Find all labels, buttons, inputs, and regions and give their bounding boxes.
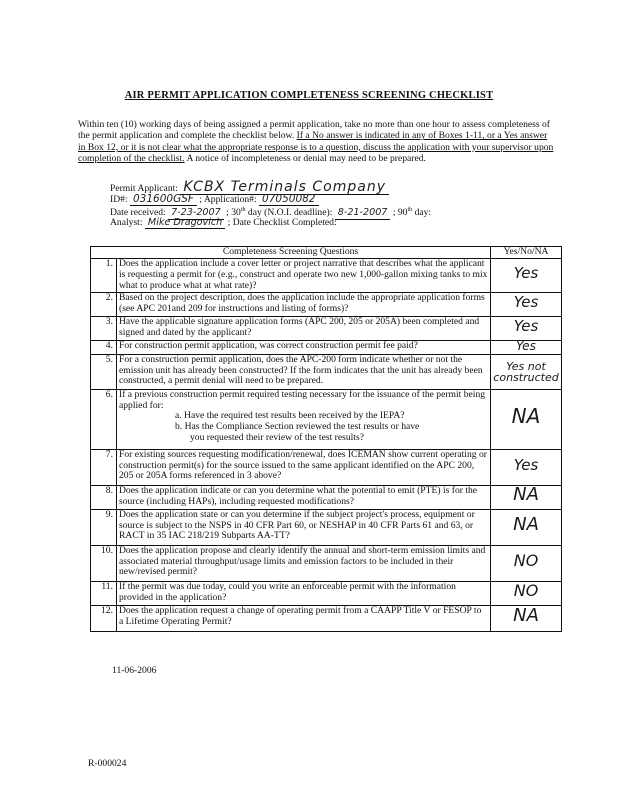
row-answer xyxy=(491,485,562,509)
answer-handwritten: NO xyxy=(513,581,539,601)
answer-handwritten: NO xyxy=(513,551,539,571)
row-number: 3. xyxy=(91,316,117,340)
analyst-line xyxy=(110,217,431,229)
row-question: For existing sources requesting modification/renewal, does ICEMAN show current operating or construction permit(s) for the source issued to the same applicant identified on the APC 200, 205 or 205A forms referenced in 3 above? xyxy=(117,449,491,485)
date-received-label: Date received: xyxy=(110,207,166,219)
answer-handwritten: Yes xyxy=(513,456,539,475)
table-row xyxy=(91,605,562,631)
row-question: Does the application propose and clearly identify the annual and short-term emission limits and associated material throughput/usage limits and emission factors to be included in their new/revised permit? xyxy=(117,545,491,581)
row-answer xyxy=(491,316,562,340)
answer-handwritten: NA xyxy=(513,484,539,506)
analyst-value: Mike Dragovich xyxy=(145,217,225,230)
answer-handwritten: Yes not constructed xyxy=(493,359,559,384)
row-question: For construction permit application, was correct construction permit fee paid? xyxy=(117,340,491,354)
col-header-questions: Completeness Screening Questions xyxy=(91,247,491,259)
answer-handwritten: Yes xyxy=(513,317,539,336)
answer-handwritten: Yes xyxy=(513,293,539,312)
application-value: 07050082 xyxy=(259,194,318,207)
row-answer xyxy=(491,605,562,631)
row-question xyxy=(117,389,491,449)
row-sub-b: b. Has the Compliance Section reviewed the test results or have xyxy=(175,421,420,433)
table-header-row xyxy=(91,247,562,259)
answer-handwritten: NA xyxy=(511,404,541,429)
table-row xyxy=(91,292,562,316)
table-row xyxy=(91,545,562,581)
row-answer xyxy=(491,259,562,293)
row-answer xyxy=(491,340,562,354)
day90-sup: th xyxy=(407,207,413,214)
row-number: 4. xyxy=(91,340,117,354)
row-question: Have the applicable signature application forms (APC 200, 205 or 205A) been completed and signed and dated by the applicant? xyxy=(117,316,491,340)
date-stamp: 11-06-2006 xyxy=(112,665,157,676)
applicant-value: KCBX Terminals Company xyxy=(180,182,389,195)
row-question: Does the application indicate or can you determine what the potential to emit (PTE) is for the source (including HAPs), including requested modifications? xyxy=(117,485,491,509)
row-question-text: If a previous construction permit required testing necessary for the issuance of the permit being applied for: xyxy=(119,388,486,411)
table-row xyxy=(91,259,562,293)
checklist-completed-label: ; Date Checklist Completed: xyxy=(227,216,337,228)
row-answer xyxy=(491,354,562,389)
analyst-label: Analyst: xyxy=(110,216,143,228)
row-number: 2. xyxy=(91,292,117,316)
answer-handwritten: Yes xyxy=(516,338,536,353)
row-number: 12. xyxy=(91,605,117,631)
application-label: ; Application#: xyxy=(199,193,257,205)
row-answer xyxy=(491,509,562,545)
page-title: AIR PERMIT APPLICATION COMPLETENESS SCREENING CHECKLIST xyxy=(124,90,494,101)
row-answer xyxy=(491,389,562,449)
applicant-line xyxy=(110,179,431,195)
row-question: Based on the project description, does the application include the appropriate application forms (see APC 201and 209 for instructions and listing of forms)? xyxy=(117,292,491,316)
row-answer xyxy=(491,292,562,316)
day30-label: ; 30 xyxy=(226,207,241,219)
row-question: If the permit was due today, could you write an enforceable permit with the information provided in the application? xyxy=(117,581,491,605)
row-question: Does the application include a cover letter or project narrative that describes what the applicant is requesting a permit for (e.g., construct and operate two new 1,000-gallon mixing tanks to mix what to produce what at what rate)? xyxy=(117,259,491,293)
row-answer xyxy=(491,581,562,605)
row-number: 7. xyxy=(91,449,117,485)
row-question: For a construction permit application, does the APC-200 form indicate whether or not the emission unit has already been constructed? If the form indicates that the unit has already been constructed, a permit denial will need to be prepared. xyxy=(117,354,491,389)
row-number: 6. xyxy=(91,389,117,449)
col-header-answer: Yes/No/NA xyxy=(491,247,562,259)
day30-value: 8-21-2007 xyxy=(335,207,391,220)
intro-part-2: If a No answer is indicated in any of Boxes 1-11, or a Yes answer in Box 12, or it is not clear what the appropriate response is to a question, discuss the application with your supervisor upon completion of the checklist. xyxy=(78,130,554,165)
table-row xyxy=(91,509,562,545)
id-label: ID#: xyxy=(110,193,128,205)
row-question: Does the application request a change of operating permit from a CAAPP Title V or FESOP to a Lifetime Operating Permit? xyxy=(117,605,491,631)
row-question: Does the application state or can you determine if the subject project's process, equipment or source is subject to the NSPS in 40 CFR Part 60, or NESHAP in 40 CFR Parts 61 and 63, or RACT in 35 IAC 218/219 Subparts AA-TT? xyxy=(117,509,491,545)
table-row xyxy=(91,354,562,389)
row-sub-a: a. Have the required test results been received by the IEPA? xyxy=(175,410,405,422)
row-sub-b-cont: you requested their review of the test results? xyxy=(190,432,364,444)
table-row xyxy=(91,485,562,509)
screening-table xyxy=(90,246,562,632)
intro-part-1: Within ten (10) working days of being assigned a permit application, take no more than one hour to assess completeness of the permit application and complete the checklist below. xyxy=(78,119,550,142)
answer-handwritten: NA xyxy=(513,514,539,536)
id-line xyxy=(110,194,431,206)
row-number: 8. xyxy=(91,485,117,509)
table-row xyxy=(91,316,562,340)
day30-sup: th xyxy=(240,207,246,214)
row-answer xyxy=(491,545,562,581)
table-row xyxy=(91,389,562,449)
applicant-label: Permit Applicant: xyxy=(110,183,178,194)
answer-handwritten: NA xyxy=(513,605,539,627)
date-received-value: 7-23-2007 xyxy=(168,207,224,220)
day90-label: ; 90 xyxy=(392,207,408,219)
row-number: 9. xyxy=(91,509,117,545)
row-number: 11. xyxy=(91,581,117,605)
footer-code: R-000024 xyxy=(88,758,127,769)
table-row xyxy=(91,581,562,605)
intro-paragraph xyxy=(78,119,556,165)
row-number: 5. xyxy=(91,354,117,389)
answer-handwritten: Yes xyxy=(513,264,539,283)
table-row xyxy=(91,340,562,354)
id-value: 031600GSF xyxy=(130,194,197,207)
day30-suffix: day (N.O.I. deadline): xyxy=(247,207,333,219)
table-row xyxy=(91,449,562,485)
row-number: 10. xyxy=(91,545,117,581)
day90-suffix: day: xyxy=(414,207,432,219)
dates-line xyxy=(110,205,431,217)
row-number: 1. xyxy=(91,259,117,293)
intro-part-3: A notice of incompleteness or denial may need to be prepared. xyxy=(186,153,426,165)
application-fields xyxy=(110,179,432,228)
row-answer xyxy=(491,449,562,485)
